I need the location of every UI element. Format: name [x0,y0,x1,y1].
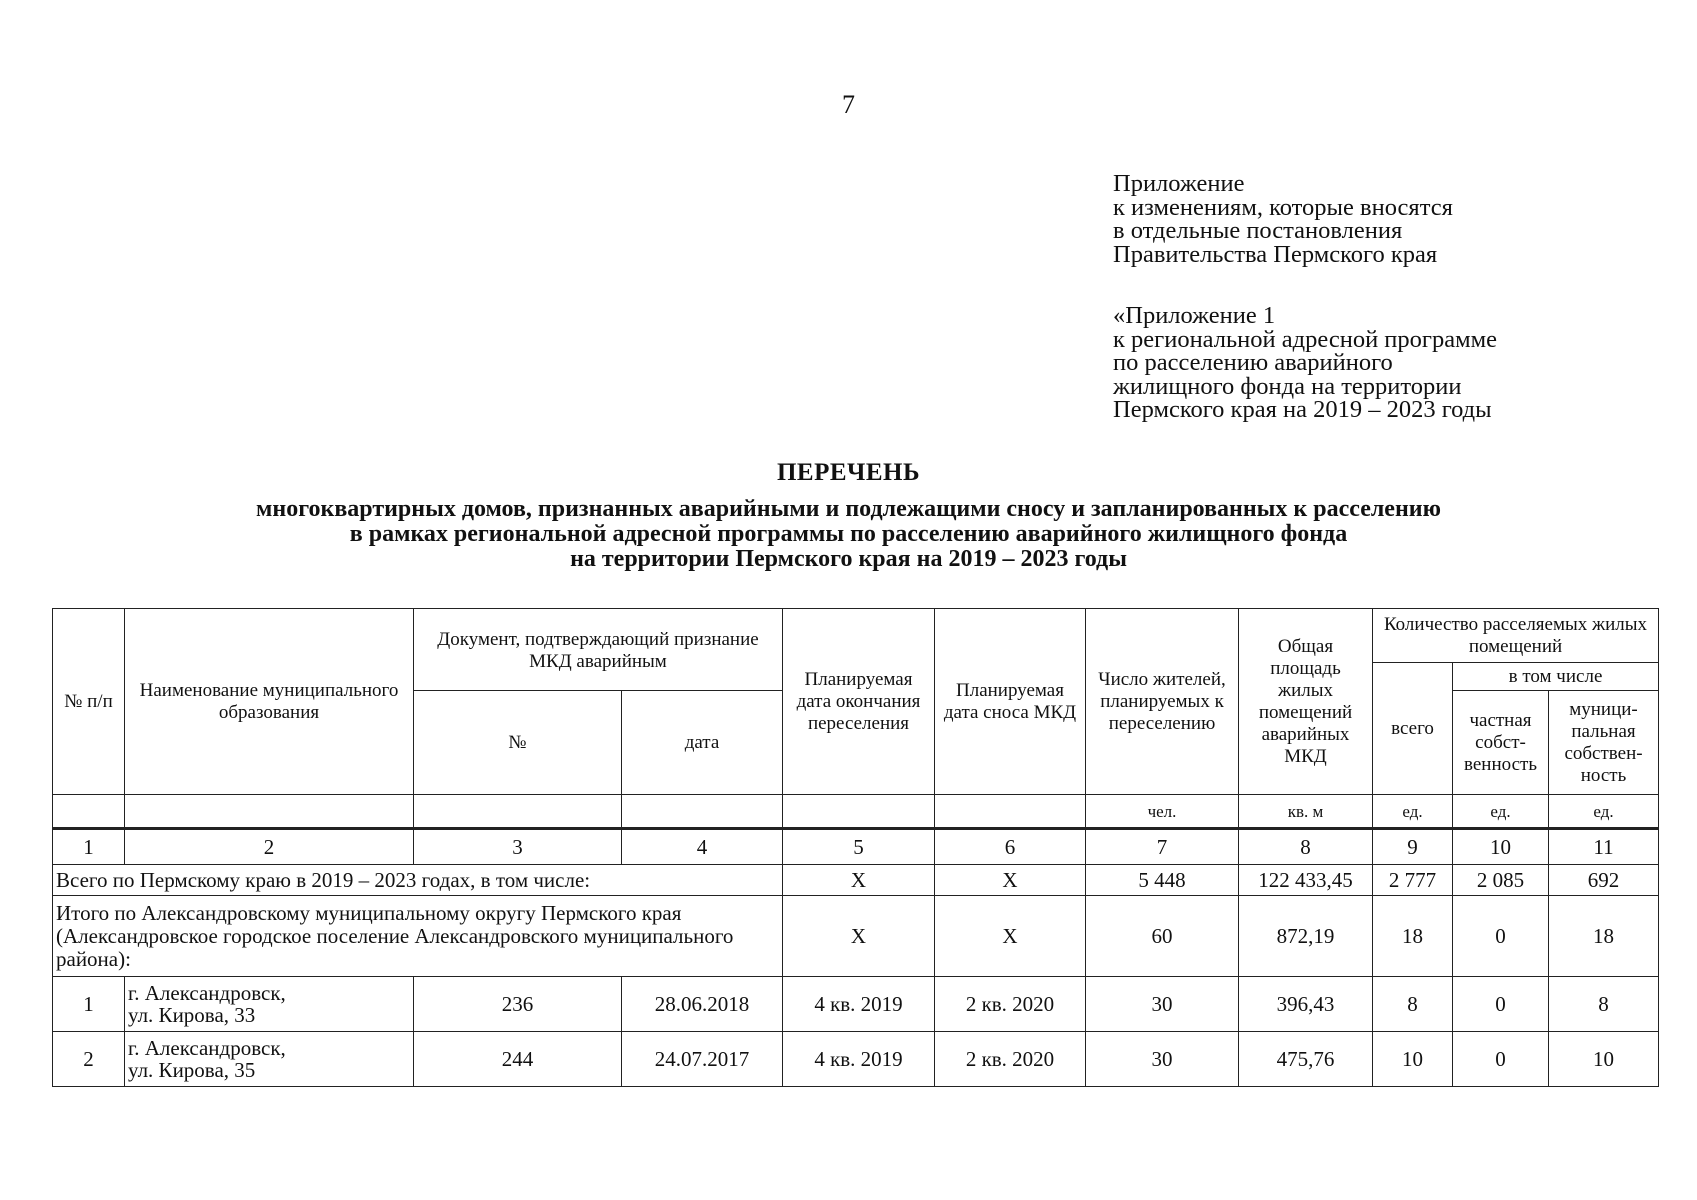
grand-total-municipal: 692 [1549,865,1659,896]
subtotal-row [53,896,1659,977]
header-premises: Количество расселяемых жилых помещений [1373,609,1659,663]
appendix-note [1113,172,1673,266]
subtotal-municipal: 18 [1549,896,1659,977]
appendix-reference-line: к региональной адресной программе [1113,325,1497,353]
header-area: Общая площадь жилых помещений аварийных МКД [1239,609,1373,795]
column-number: 4 [622,829,783,865]
header-doc-date: дата [622,691,783,795]
column-number: 9 [1373,829,1453,865]
buildings-table [52,608,1659,1087]
header-including: в том числе [1453,663,1659,691]
unit-private: ед. [1453,795,1549,829]
row-private: 0 [1453,1032,1549,1087]
unit-area: кв. м [1239,795,1373,829]
document-subtitle [0,497,1697,572]
grand-total-area: 122 433,45 [1239,865,1373,896]
appendix-note-line: в отдельные постановления [1113,217,1403,244]
row-address [125,1032,414,1087]
appendix-note-line: к изменениям, которые вносятся [1113,193,1453,221]
appendix-note-line: Правительства Пермского края [1113,240,1438,268]
row-resettle-end: 4 кв. 2019 [783,1032,935,1087]
header-document: Документ, подтверждающий признание МКД аварийным [414,609,783,691]
row-address [125,977,414,1032]
grand-total-resettle-end: Х [783,865,935,896]
subtotal-demolition: Х [935,896,1086,977]
table-row [53,1032,1659,1087]
header-resettle-end: Планируемая дата окончания переселения [783,609,935,795]
row-premises: 10 [1373,1032,1453,1087]
row-municipal: 10 [1549,1032,1659,1087]
column-number: 1 [53,829,125,865]
grand-total-premises: 2 777 [1373,865,1453,896]
row-municipal: 8 [1549,977,1659,1032]
unit-total: ед. [1373,795,1453,829]
header-residents: Число жителей, планируемых к переселению [1086,609,1239,795]
grand-total-demolition: Х [935,865,1086,896]
appendix-reference-line: Пермского края на 2019 – 2023 годы [1113,396,1492,423]
header-num: № п/п [53,609,125,795]
row-demolition: 2 кв. 2020 [935,977,1086,1032]
subtitle-line: в рамках региональной адресной программы по расселению аварийного жилищного фонда [349,521,1348,547]
column-number: 10 [1453,829,1549,865]
row-num: 2 [53,1032,125,1087]
appendix-reference-line: по расселению аварийного [1113,349,1393,376]
row-area: 475,76 [1239,1032,1373,1087]
subtotal-residents: 60 [1086,896,1239,977]
column-number: 8 [1239,829,1373,865]
subtotal-area: 872,19 [1239,896,1373,977]
row-doc-number: 244 [414,1032,622,1087]
row-num: 1 [53,977,125,1032]
header-municipality: Наименование муниципального образования [125,609,414,795]
header-municipal: муници-пальная собствен-ность [1549,691,1659,795]
column-number: 2 [125,829,414,865]
table-row [53,977,1659,1032]
grand-total-row [53,865,1659,896]
header-demolition: Планируемая дата сноса МКД [935,609,1086,795]
row-doc-number: 236 [414,977,622,1032]
page-number: 7 [842,90,855,119]
units-row [53,795,1659,829]
row-premises: 8 [1373,977,1453,1032]
column-number: 3 [414,829,622,865]
document-title: ПЕРЕЧЕНЬ [776,459,921,486]
row-address-line: ул. Кирова, 33 [128,1003,256,1027]
column-numbers-row [53,829,1659,865]
header-doc-number: № [414,691,622,795]
subtotal-private: 0 [1453,896,1549,977]
unit-residents: чел. [1086,795,1239,829]
header-private: частная собст-венность [1453,691,1549,795]
column-number: 11 [1549,829,1659,865]
row-address-line: г. Александровск, [128,981,286,1005]
subtitle-line: многоквартирных домов, признанных аварийными и подлежащими сносу и запланированных к расселению [256,496,1441,522]
row-address-line: ул. Кирова, 35 [128,1058,256,1082]
appendix-note-line: Приложение [1113,170,1245,197]
column-number: 7 [1086,829,1239,865]
subtotal-label: Итого по Александровскому муниципальному округу Пермского края (Александровское городское поселение Александровского муниципального района): [53,896,783,977]
subtotal-resettle-end: Х [783,896,935,977]
row-private: 0 [1453,977,1549,1032]
column-number: 5 [783,829,935,865]
row-address-line: г. Александровск, [128,1036,286,1060]
appendix-reference-line: жилищного фонда на территории [1113,372,1462,400]
header-row [53,609,1659,663]
subtitle-line: на территории Пермского края на 2019 – 2023 годы [570,546,1127,572]
header-total: всего [1373,663,1453,795]
appendix-reference [1113,304,1673,422]
appendix-reference-line: «Приложение 1 [1113,302,1276,329]
column-number: 6 [935,829,1086,865]
row-doc-date: 28.06.2018 [622,977,783,1032]
row-area: 396,43 [1239,977,1373,1032]
grand-total-private: 2 085 [1453,865,1549,896]
unit-municipal: ед. [1549,795,1659,829]
grand-total-label: Всего по Пермскому краю в 2019 – 2023 годах, в том числе: [53,865,783,896]
row-residents: 30 [1086,1032,1239,1087]
row-resettle-end: 4 кв. 2019 [783,977,935,1032]
row-residents: 30 [1086,977,1239,1032]
row-doc-date: 24.07.2017 [622,1032,783,1087]
row-demolition: 2 кв. 2020 [935,1032,1086,1087]
subtotal-premises: 18 [1373,896,1453,977]
grand-total-residents: 5 448 [1086,865,1239,896]
